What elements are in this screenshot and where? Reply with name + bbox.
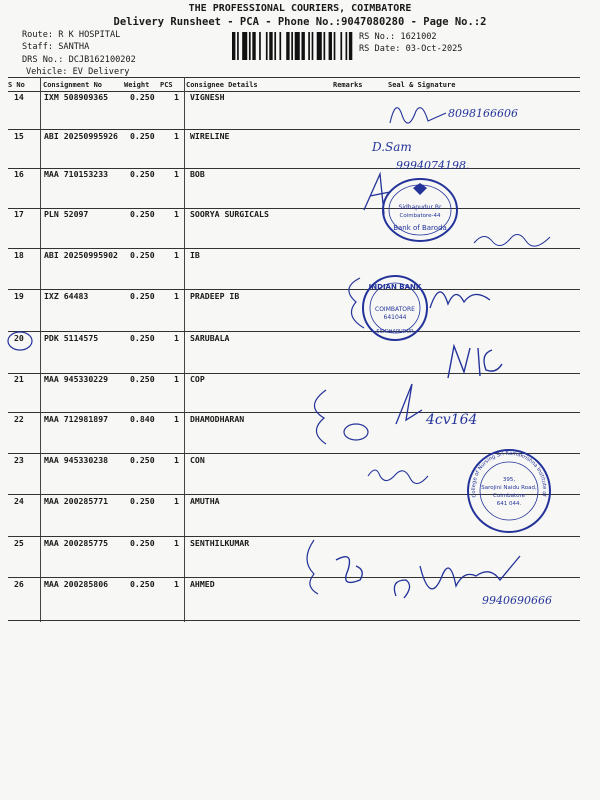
row-consignment-no: MAA 712981897 bbox=[44, 414, 109, 424]
row-weight: 0.250 bbox=[130, 291, 155, 301]
header-remarks: Remarks bbox=[333, 81, 363, 89]
row-pcs: 1 bbox=[174, 538, 179, 548]
signature-row-16 bbox=[360, 170, 400, 220]
signature-14-phone: 8098166606 bbox=[448, 107, 518, 120]
row-sno: 24 bbox=[14, 496, 24, 506]
row-sno: 21 bbox=[14, 374, 24, 384]
signature-15-phone: 9994074198. bbox=[396, 159, 470, 172]
row-consignee: PRADEEP IB bbox=[190, 291, 240, 301]
row-consignee: IB bbox=[190, 250, 200, 260]
barcode-bar bbox=[312, 32, 314, 60]
header-consignee: Consignee Details bbox=[186, 81, 258, 89]
barcode-bar bbox=[286, 32, 289, 60]
row-pcs: 1 bbox=[174, 92, 179, 102]
signature-row-25 bbox=[300, 530, 380, 600]
row-consignee: VIGNESH bbox=[190, 92, 225, 102]
vehicle-text: Vehicle: EV Delivery bbox=[26, 67, 130, 77]
rs-date: RS Date: 03-Oct-2025 bbox=[359, 44, 463, 54]
row-divider bbox=[8, 208, 580, 209]
barcode-bar bbox=[308, 32, 310, 60]
barcode-bar bbox=[269, 32, 272, 60]
header-seal: Seal & Signature bbox=[388, 81, 456, 89]
row-pcs: 1 bbox=[174, 209, 179, 219]
row-weight: 0.250 bbox=[130, 209, 155, 219]
row-pcs: 1 bbox=[174, 374, 179, 384]
college-stamp-line3: Coimbatore bbox=[493, 493, 525, 499]
college-stamp-line1: 395, bbox=[502, 477, 516, 483]
row-sno: 23 bbox=[14, 455, 24, 465]
row-weight: 0.250 bbox=[130, 92, 155, 102]
signature-row-14 bbox=[386, 95, 526, 131]
barcode-bar bbox=[340, 32, 342, 60]
row-sno: 22 bbox=[14, 414, 24, 424]
row-consignment-no: ABI 20250995902 bbox=[44, 250, 118, 260]
barcode-bar bbox=[237, 32, 239, 60]
row-pcs: 1 bbox=[174, 291, 179, 301]
college-stamp-line4: 641 044. bbox=[496, 501, 522, 507]
row-pcs: 1 bbox=[174, 169, 179, 179]
barcode-bar bbox=[317, 32, 322, 60]
row-pcs: 1 bbox=[174, 333, 179, 343]
row-sno: 20 bbox=[14, 333, 24, 343]
row-consignment-no: ABI 20250995926 bbox=[44, 131, 118, 141]
college-stamp-arc: College of Nursing Sri Ramakrishna Institute of Paramedical Sciences bbox=[461, 443, 548, 499]
route-text: Route: R K HOSPITAL bbox=[22, 30, 121, 40]
row-pcs: 1 bbox=[174, 496, 179, 506]
row-consignee: AHMED bbox=[190, 579, 215, 589]
barcode-bar bbox=[266, 32, 268, 60]
barcode-bar bbox=[324, 32, 326, 60]
bob-stamp-line1: Sidhapudur Br bbox=[398, 204, 442, 211]
header-sno: S No bbox=[8, 81, 25, 89]
college-stamp bbox=[461, 443, 554, 539]
barcode-bar bbox=[334, 32, 336, 60]
barcode-bar bbox=[242, 32, 247, 60]
barcode-bar bbox=[301, 32, 304, 60]
row-pcs: 1 bbox=[174, 131, 179, 141]
row-consignment-no: PLN 52097 bbox=[44, 209, 89, 219]
drs-number: DRS No.: DCJB162100202 bbox=[22, 55, 136, 65]
row-weight: 0.250 bbox=[130, 333, 155, 343]
row-consignment-no: IXM 508909365 bbox=[44, 92, 109, 102]
row-consignment-no: MAA 200285775 bbox=[44, 538, 109, 548]
row-weight: 0.250 bbox=[130, 455, 155, 465]
signature-row-20 bbox=[440, 340, 510, 384]
row-consignee: SOORYA SURGICALS bbox=[190, 209, 269, 219]
row-consignment-no: MAA 200285806 bbox=[44, 579, 109, 589]
barcode-bar bbox=[249, 32, 251, 60]
bob-stamp-line2: Coimbatore-44 bbox=[399, 213, 441, 219]
row-consignment-no: PDK 5114575 bbox=[44, 333, 99, 343]
signature-row-21-22 bbox=[296, 380, 506, 460]
row-pcs: 1 bbox=[174, 414, 179, 424]
row-weight: 0.250 bbox=[130, 538, 155, 548]
barcode-bar bbox=[279, 32, 281, 60]
indian-bank-line2: COIMBATORE bbox=[375, 306, 415, 313]
row-pcs: 1 bbox=[174, 579, 179, 589]
staff-text: Staff: SANTHA bbox=[22, 42, 90, 52]
row-sno: 14 bbox=[14, 92, 24, 102]
row-weight: 0.250 bbox=[130, 131, 155, 141]
barcode-bar bbox=[291, 32, 293, 60]
barcode-bar bbox=[252, 32, 255, 60]
barcode bbox=[232, 32, 354, 60]
row-sno: 17 bbox=[14, 209, 24, 219]
row-consignee: SARUBALA bbox=[190, 333, 230, 343]
row-consignment-no: MAA 945330238 bbox=[44, 455, 109, 465]
barcode-bar bbox=[349, 32, 352, 60]
row-weight: 0.250 bbox=[130, 496, 155, 506]
row-sno: 18 bbox=[14, 250, 24, 260]
signature-row-23 bbox=[362, 462, 432, 492]
row-consignment-no: MAA 710153233 bbox=[44, 169, 109, 179]
row-consignee: DHAMODHARAN bbox=[190, 414, 245, 424]
company-title: THE PROFESSIONAL COURIERS, COIMBATORE bbox=[188, 3, 412, 14]
col-divider bbox=[40, 77, 41, 622]
row-divider bbox=[8, 620, 580, 621]
signature-22-number: 4cv164 bbox=[426, 412, 478, 428]
signature-15-name: D.Sam bbox=[372, 140, 412, 154]
row-consignee: COP bbox=[190, 374, 205, 384]
row-sno: 26 bbox=[14, 579, 24, 589]
row-weight: 0.250 bbox=[130, 374, 155, 384]
row-pcs: 1 bbox=[174, 455, 179, 465]
row-20-circle-mark bbox=[6, 330, 36, 352]
indian-bank-line3: 641044 bbox=[383, 314, 407, 321]
signature-row-17 bbox=[470, 227, 560, 251]
col-divider bbox=[184, 77, 185, 622]
row-pcs: 1 bbox=[174, 250, 179, 260]
row-consignee: BOB bbox=[190, 169, 205, 179]
row-sno: 15 bbox=[14, 131, 24, 141]
row-weight: 0.250 bbox=[130, 250, 155, 260]
barcode-bar bbox=[274, 32, 276, 60]
row-consignment-no: MAA 200285771 bbox=[44, 496, 109, 506]
row-weight: 0.840 bbox=[130, 414, 155, 424]
header-pcs: PCS bbox=[160, 81, 173, 89]
college-stamp-line2: Sarojini Naidu Road, bbox=[481, 485, 537, 491]
table-top-border bbox=[8, 77, 580, 78]
header-consignment: Consignment No bbox=[43, 81, 103, 89]
row-consignment-no: MAA 945330229 bbox=[44, 374, 109, 384]
barcode-bar bbox=[232, 32, 235, 60]
barcode-bar bbox=[329, 32, 332, 60]
row-weight: 0.250 bbox=[130, 579, 155, 589]
row-sno: 25 bbox=[14, 538, 24, 548]
barcode-bar bbox=[346, 32, 348, 60]
row-sno: 16 bbox=[14, 169, 24, 179]
rs-number: RS No.: 1621002 bbox=[359, 32, 437, 42]
row-consignee: CON bbox=[190, 455, 205, 465]
indian-bank-line1: INDIAN BANK bbox=[368, 283, 422, 291]
barcode-bar bbox=[259, 32, 261, 60]
runsheet-subtitle: Delivery Runsheet - PCA - Phone No.:9047080280 - Page No.:2 bbox=[113, 16, 487, 28]
row-sno: 19 bbox=[14, 291, 24, 301]
bob-stamp-line3: Bank of Baroda bbox=[393, 224, 447, 232]
signature-row-26 bbox=[390, 546, 570, 610]
signature-26-phone: 9940690666 bbox=[482, 594, 552, 607]
row-consignee: AMUTHA bbox=[190, 496, 220, 506]
signature-row-19 bbox=[340, 268, 500, 338]
row-consignment-no: IXZ 64483 bbox=[44, 291, 89, 301]
barcode-bar bbox=[295, 32, 300, 60]
header-weight: Weight bbox=[124, 81, 150, 89]
indian-bank-line4: SIDDHAPUDUR bbox=[376, 329, 414, 335]
row-consignee: SENTHILKUMAR bbox=[190, 538, 250, 548]
row-consignee: WIRELINE bbox=[190, 131, 230, 141]
row-weight: 0.250 bbox=[130, 169, 155, 179]
